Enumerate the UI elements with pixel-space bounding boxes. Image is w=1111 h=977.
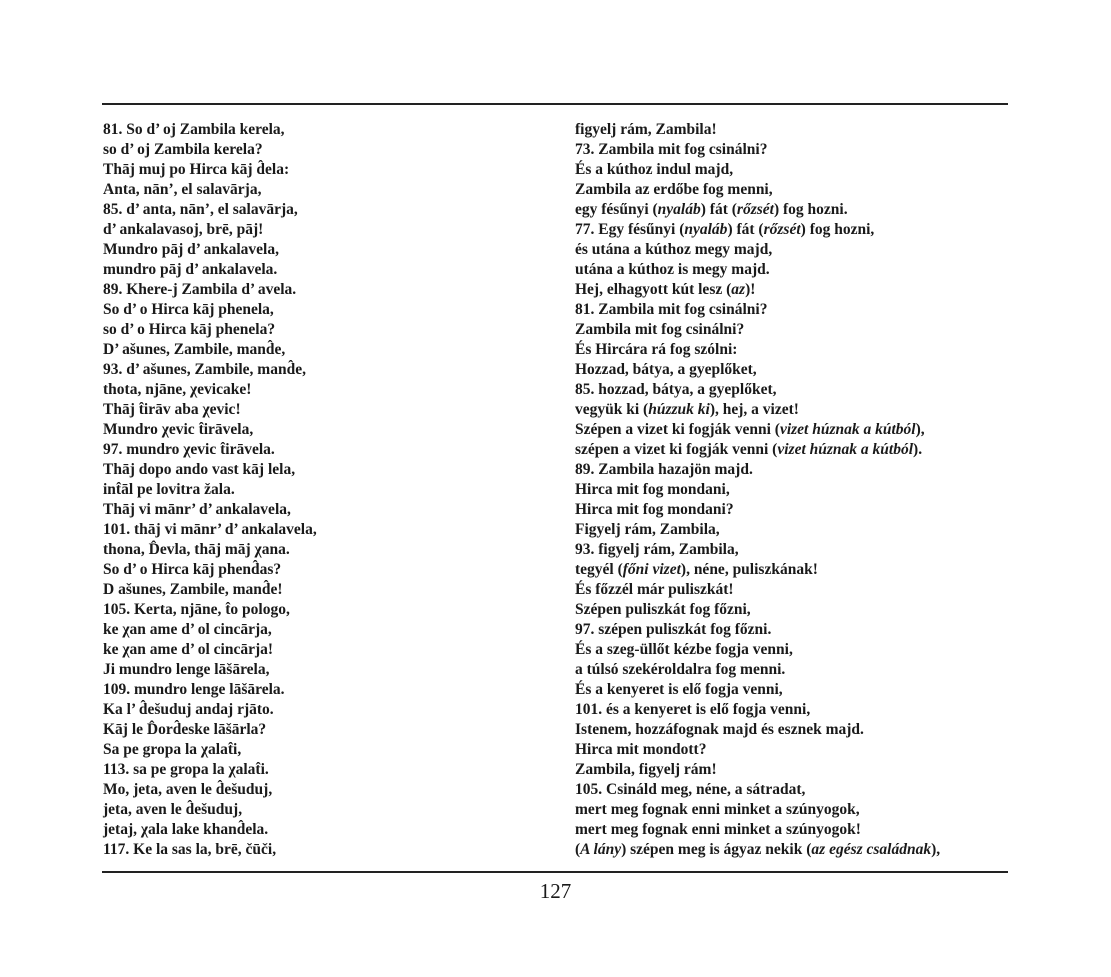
right-line: Hirca mit fog mondani, (575, 481, 730, 498)
left-line: Thāj t̂irāv aba χevic! (103, 401, 241, 418)
right-line: utána a kúthoz is megy majd. (575, 261, 770, 278)
left-line: ke χan ame d’ ol cincārja! (103, 641, 274, 658)
left-line: 113. sa pe gropa la χalat̂i. (103, 761, 269, 778)
right-line: Hozzad, bátya, a gyeplőket, (575, 361, 757, 378)
left-line: so d’ o Hirca kāj phenela? (103, 321, 276, 338)
left-line: 105. Kerta, njāne, t̂o pologo, (103, 601, 290, 618)
left-line: jeta, aven le d̂ešuduj, (103, 801, 243, 818)
left-line: Kāj le D̂ord̂eske lāšārla? (103, 721, 267, 738)
right-line: És a kenyeret is elő fogja venni, (575, 681, 783, 698)
right-line: és utána a kúthoz megy majd, (575, 241, 773, 258)
right-line: 89. Zambila hazajön majd. (575, 461, 753, 478)
right-line: szépen a vizet ki fogják venni (vizet húznak a kútból). (575, 441, 923, 458)
right-line: vegyük ki (húzzuk ki), hej, a vizet! (575, 401, 799, 418)
right-line: 77. Egy fésűnyi (nyaláb) fát (rőzsét) fog hozni, (575, 221, 875, 238)
right-line: Hirca mit mondott? (575, 741, 707, 758)
left-line: Thāj muj po Hirca kāj d̂ela: (103, 161, 290, 178)
left-line: Thāj dopo ando vast kāj lela, (103, 461, 296, 478)
right-line: 105. Csináld meg, néne, a sátradat, (575, 781, 806, 798)
right-line: mert meg fognak enni minket a szúnyogok, (575, 801, 860, 818)
right-line: 101. és a kenyeret is elő fogja venni, (575, 701, 811, 718)
left-line: 97. mundro χevic t̂irāvela. (103, 441, 275, 458)
left-line: 117. Ke la sas la, brē, čūči, (103, 841, 277, 858)
left-line: Mundro χevic t̂irāvela, (103, 421, 254, 438)
left-line: int̂āl pe lovitra žala. (103, 481, 235, 498)
right-line: 73. Zambila mit fog csinálni? (575, 141, 768, 158)
right-line: tegyél (főni vizet), néne, puliszkának! (575, 561, 818, 578)
right-line: 81. Zambila mit fog csinálni? (575, 301, 768, 318)
right-line: 85. hozzad, bátya, a gyeplőket, (575, 381, 777, 398)
left-line: jetaj, χala lake khand̂ela. (103, 821, 269, 838)
right-line: mert meg fognak enni minket a szúnyogok! (575, 821, 861, 838)
right-line: Szépen puliszkát fog főzni, (575, 601, 751, 618)
left-line: 93. d’ ašunes, Zambile, mand̂e, (103, 361, 306, 378)
right-line: És Hircára rá fog szólni: (575, 341, 738, 358)
left-line: 101. thāj vi mānr’ d’ ankalavela, (103, 521, 317, 538)
right-line: Szépen a vizet ki fogják venni (vizet húznak a kútból), (575, 421, 925, 438)
right-line: (A lány) szépen meg is ágyaz nekik (az egész családnak), (575, 841, 941, 858)
right-line: És főzzél már puliszkát! (575, 581, 734, 598)
right-line: Zambila mit fog csinálni? (575, 321, 745, 338)
left-line: Mundro pāj d’ ankalavela, (103, 241, 279, 258)
left-line: 109. mundro lenge lāšārela. (103, 681, 285, 698)
left-line: thona, D̂evla, thāj māj χana. (103, 541, 290, 558)
left-line: thota, njāne, χevicake! (103, 381, 252, 398)
left-column-romani (103, 120, 543, 860)
left-line: 81. So d’ oj Zambila kerela, (103, 121, 285, 138)
right-line: a túlsó szekéroldalra fog menni. (575, 661, 786, 678)
right-column-hungarian (575, 120, 1007, 860)
left-line: Ji mundro lenge lāšārela, (103, 661, 270, 678)
left-line: Anta, nān’, el salavārja, (103, 181, 262, 198)
right-line: Zambila az erdőbe fog menni, (575, 181, 773, 198)
left-line: So d’ o Hirca kāj phenela, (103, 301, 274, 318)
left-line: 85. d’ anta, nān’, el salavārja, (103, 201, 298, 218)
left-line: Sa pe gropa la χalat̂i, (103, 741, 242, 758)
left-line: ke χan ame d’ ol cincārja, (103, 621, 272, 638)
left-line: Mo, jeta, aven le d̂ešuduj, (103, 781, 273, 798)
right-line: Figyelj rám, Zambila, (575, 521, 720, 538)
right-line: 97. szépen puliszkát fog főzni. (575, 621, 772, 638)
left-line: So d’ o Hirca kāj phend̂as? (103, 561, 282, 578)
left-line: so d’ oj Zambila kerela? (103, 141, 263, 158)
left-line: mundro pāj d’ ankalavela. (103, 261, 278, 278)
right-line: És a szeg-üllőt kézbe fogja venni, (575, 641, 793, 658)
bottom-rule (102, 871, 1008, 873)
page-number: 127 (539, 879, 572, 903)
left-line: 89. Khere-j Zambila d’ avela. (103, 281, 297, 298)
left-line: D’ ašunes, Zambile, mand̂e, (103, 341, 286, 358)
right-line: Zambila, figyelj rám! (575, 761, 717, 778)
right-line: Hirca mit fog mondani? (575, 501, 734, 518)
right-line: És a kúthoz indul majd, (575, 161, 734, 178)
right-line: Istenem, hozzáfognak majd és esznek majd. (575, 721, 864, 738)
left-line: Thāj vi mānr’ d’ ankalavela, (103, 501, 291, 518)
left-line: Ka l’ d̂ešuduj andaj rjāto. (103, 701, 274, 718)
right-line: 93. figyelj rám, Zambila, (575, 541, 739, 558)
top-rule (102, 103, 1008, 105)
left-line: D ašunes, Zambile, mand̂e! (103, 581, 283, 598)
right-line: egy fésűnyi (nyaláb) fát (rőzsét) fog hozni. (575, 201, 848, 218)
right-line: figyelj rám, Zambila! (575, 121, 717, 138)
right-line: Hej, elhagyott kút lesz (az)! (575, 281, 756, 298)
left-line: d’ ankalavasoj, brē, pāj! (103, 221, 264, 238)
